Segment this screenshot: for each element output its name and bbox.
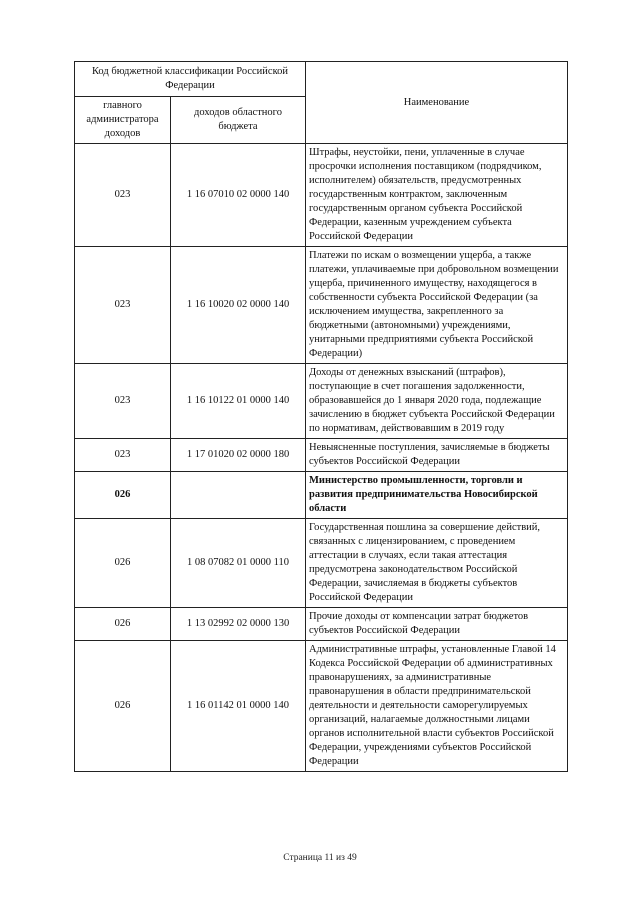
table-row [75, 364, 568, 439]
income-code-cell: 1 08 07082 01 0000 110 [171, 519, 306, 608]
table-row [75, 472, 568, 519]
admin-code-cell: 026 [75, 641, 171, 772]
name-cell: Штрафы, неустойки, пени, уплаченные в случае просрочки исполнения поставщиком (подрядчиком, исполнителем) обязательств, предусмотренных государственным контрактом, заключенным государственным органом субъекта Российской Федерации, казенным учреждением субъекта Российской Федерации [306, 144, 568, 247]
table-row [75, 519, 568, 608]
table-row [75, 641, 568, 772]
name-cell: Министерство промышленности, торговли и развития предпринимательства Новосибирской области [306, 472, 568, 519]
admin-code-cell: 023 [75, 439, 171, 472]
table-row [75, 247, 568, 364]
income-code-cell [171, 472, 306, 519]
header-group-title: Код бюджетной классификации Российской Федерации [75, 62, 306, 97]
admin-code-cell: 023 [75, 247, 171, 364]
income-code-cell: 1 13 02992 02 0000 130 [171, 608, 306, 641]
table-row [75, 608, 568, 641]
income-code-cell: 1 16 10122 01 0000 140 [171, 364, 306, 439]
admin-code-cell: 026 [75, 472, 171, 519]
admin-code-cell: 026 [75, 519, 171, 608]
header-admin: главного администратора доходов [75, 97, 171, 144]
budget-classification-table [74, 61, 568, 772]
admin-code-cell: 023 [75, 364, 171, 439]
page-footer: Страница 11 из 49 [283, 853, 357, 863]
admin-code-cell: 026 [75, 608, 171, 641]
income-code-cell: 1 17 01020 02 0000 180 [171, 439, 306, 472]
header-income: доходов областного бюджета [171, 97, 306, 144]
income-code-cell: 1 16 10020 02 0000 140 [171, 247, 306, 364]
table-row [75, 439, 568, 472]
income-code-cell: 1 16 01142 01 0000 140 [171, 641, 306, 772]
name-cell: Государственная пошлина за совершение действий, связанных с лицензированием, с проведением аттестации в случаях, если такая аттестация предусмотрена законодательством Российской Федерации, зачисляемая в бюджеты субъектов Российской Федерации [306, 519, 568, 608]
income-code-cell: 1 16 07010 02 0000 140 [171, 144, 306, 247]
name-cell: Доходы от денежных взысканий (штрафов), поступающие в счет погашения задолженности, образовавшейся до 1 января 2020 года, подлежащие зачислению в бюджет субъекта Российской Федерации по нормативам, действовавшим в 2019 году [306, 364, 568, 439]
header-name: Наименование [306, 62, 568, 144]
name-cell: Платежи по искам о возмещении ущерба, а также платежи, уплачиваемые при добровольном возмещении ущерба, причиненного имуществу, находящегося в собственности субъекта Российской Федерации (за исключением имущества, закрепленного за бюджетными (автономными) учреждениями, унитарными предприятиями субъекта Российской Федерации) [306, 247, 568, 364]
table-header-row [75, 62, 568, 97]
table-body [75, 144, 568, 772]
name-cell: Административные штрафы, установленные Главой 14 Кодекса Российской Федерации об административных правонарушениях, за административные правонарушения в области предпринимательской деятельности и деятельности саморегулируемых организаций, налагаемые должностными лицами органов исполнительной власти субъектов Российской Федерации, учреждениями субъектов Российской Федерации [306, 641, 568, 772]
admin-code-cell: 023 [75, 144, 171, 247]
name-cell: Невыясненные поступления, зачисляемые в бюджеты субъектов Российской Федерации [306, 439, 568, 472]
name-cell: Прочие доходы от компенсации затрат бюджетов субъектов Российской Федерации [306, 608, 568, 641]
table-row [75, 144, 568, 247]
